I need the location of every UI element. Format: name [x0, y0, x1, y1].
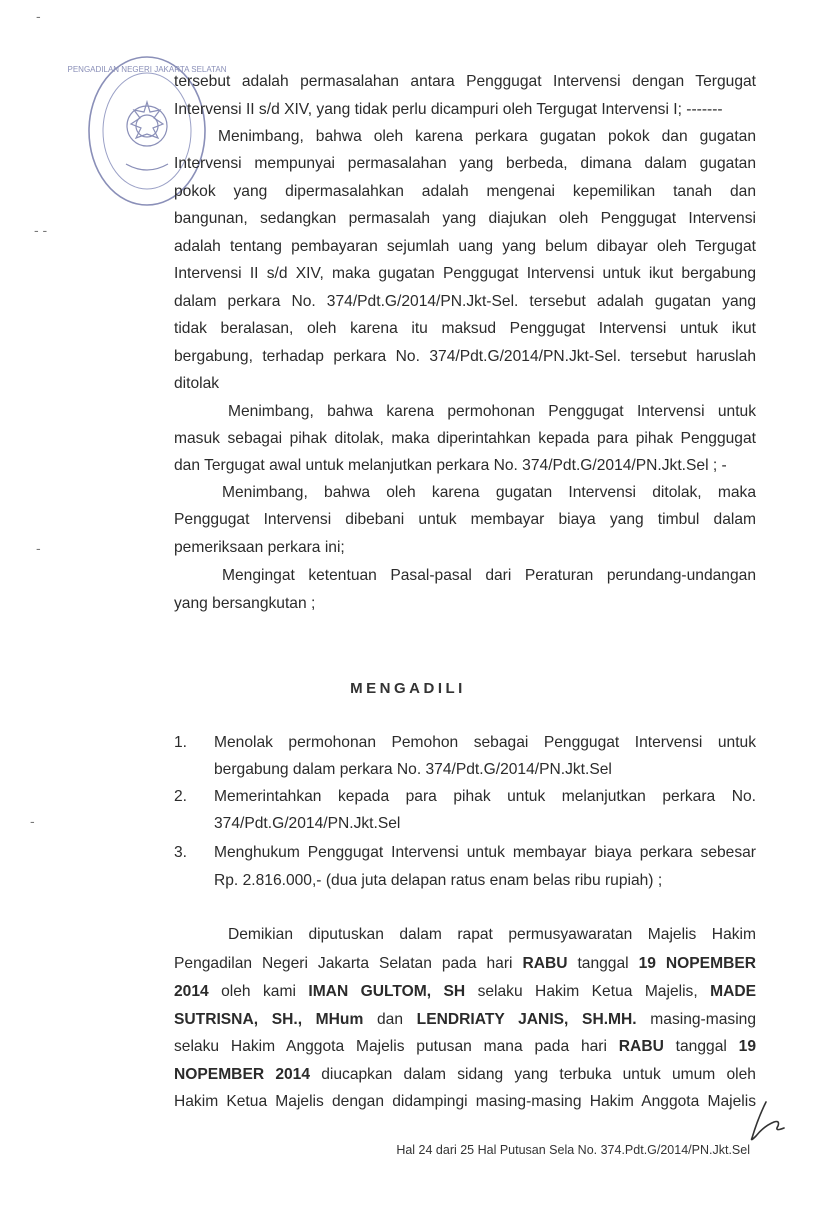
- body-line: pokok yang dipermasalahkan adalah mengenai kepemilikan tanah dan: [174, 183, 756, 200]
- item-line: Rp. 2.816.000,- (dua juta delapan ratus enam belas ribu rupiah) ;: [214, 872, 663, 889]
- body-line: pemeriksaan perkara ini;: [174, 539, 345, 556]
- body-line: ditolak: [174, 375, 220, 392]
- body-line: Menimbang, bahwa oleh karena gugatan Intervensi ditolak, maka: [222, 484, 756, 501]
- body-line: Intervensi II s/d XIV, yang tidak perlu dicampuri oleh Tergugat Intervensi I; -------: [174, 101, 723, 118]
- body-line: adalah tentang pembayaran sejumlah uang yang belum dibayar oleh Tergugat: [174, 238, 756, 255]
- item-line: Menghukum Penggugat Intervensi untuk membayar biaya perkara sebesar: [214, 844, 756, 861]
- item-line: bergabung dalam perkara No. 374/Pdt.G/2014/PN.Jkt.Sel: [214, 761, 612, 778]
- body-line: Intervensi II s/d XIV, maka gugatan Penggugat Intervensi untuk ikut bergabung: [174, 265, 756, 282]
- body-line: bangunan, sedangkan permasalah yang diajukan oleh Penggugat Intervensi: [174, 210, 756, 227]
- initial-signature: [744, 1098, 794, 1144]
- body-line: Mengingat ketentuan Pasal-pasal dari Peraturan perundang-undangan: [222, 567, 756, 584]
- margin-mark: - -: [34, 222, 48, 238]
- item-line: Memerintahkan kepada para pihak untuk melanjutkan perkara No.: [214, 788, 756, 805]
- item-number: 2.: [174, 788, 188, 805]
- body-line: masuk sebagai pihak ditolak, maka diperintahkan kepada para pihak Penggugat: [174, 430, 756, 447]
- closing-line: selaku Hakim Anggota Majelis putusan mana pada hari RABU tanggal 19: [174, 1038, 757, 1055]
- item-number: 1.: [174, 734, 188, 751]
- closing-line: NOPEMBER 2014 diucapkan dalam sidang yang terbuka untuk umum oleh: [174, 1066, 756, 1083]
- body-line: tersebut adalah permasalahan antara Penggugat Intervensi dengan Tergugat: [174, 73, 756, 90]
- body-line: tidak beralasan, oleh karena itu maksud Penggugat Intervensi untuk ikut: [174, 320, 756, 337]
- margin-mark: -: [36, 8, 41, 24]
- item-number: 3.: [174, 844, 188, 861]
- closing-line: Pengadilan Negeri Jakarta Selatan pada hari RABU tanggal 19 NOPEMBER: [174, 955, 756, 972]
- body-line: dalam perkara No. 374/Pdt.G/2014/PN.Jkt-Sel. tersebut adalah gugatan yang: [174, 293, 756, 310]
- body-line: dan Tergugat awal untuk melanjutkan perkara No. 374/Pdt.G/2014/PN.Jkt.Sel ; -: [174, 457, 727, 474]
- emblem-icon: [126, 102, 168, 170]
- item-line: Menolak permohonan Pemohon sebagai Penggugat Intervensi untuk: [214, 734, 756, 751]
- body-line: yang bersangkutan ;: [174, 595, 316, 612]
- body-line: Penggugat Intervensi dibebani untuk membayar biaya yang timbul dalam: [174, 511, 756, 528]
- body-line: bergabung, terhadap perkara No. 374/Pdt.G/2014/PN.Jkt-Sel. tersebut haruslah: [174, 348, 756, 365]
- verdict-heading: MENGADILI: [350, 680, 466, 697]
- page-footer: Hal 24 dari 25 Hal Putusan Sela No. 374.Pdt.G/2014/PN.Jkt.Sel: [396, 1143, 750, 1157]
- item-line: 374/Pdt.G/2014/PN.Jkt.Sel: [214, 815, 401, 832]
- body-line: Menimbang, bahwa karena permohonan Penggugat Intervensi untuk: [228, 403, 756, 420]
- margin-mark: -: [30, 813, 35, 829]
- body-line: Intervensi mempunyai permasalahan yang berbeda, dimana dalam gugatan: [174, 155, 756, 172]
- margin-mark: -: [36, 540, 41, 556]
- body-line: Menimbang, bahwa oleh karena perkara gugatan pokok dan gugatan: [218, 128, 756, 145]
- closing-line: Hakim Ketua Majelis dengan didampingi masing-masing Hakim Anggota Majelis: [174, 1093, 756, 1110]
- closing-line: 2014 oleh kami IMAN GULTOM, SH selaku Hakim Ketua Majelis, MADE: [174, 983, 757, 1000]
- stamp-text: PENGADILAN NEGERI JAKARTA SELATAN: [67, 65, 227, 74]
- closing-line: SUTRISNA, SH., MHum dan LENDRIATY JANIS, SH.MH. masing-masing: [174, 1011, 757, 1028]
- closing-line: Demikian diputuskan dalam rapat permusyawaratan Majelis Hakim: [228, 926, 756, 943]
